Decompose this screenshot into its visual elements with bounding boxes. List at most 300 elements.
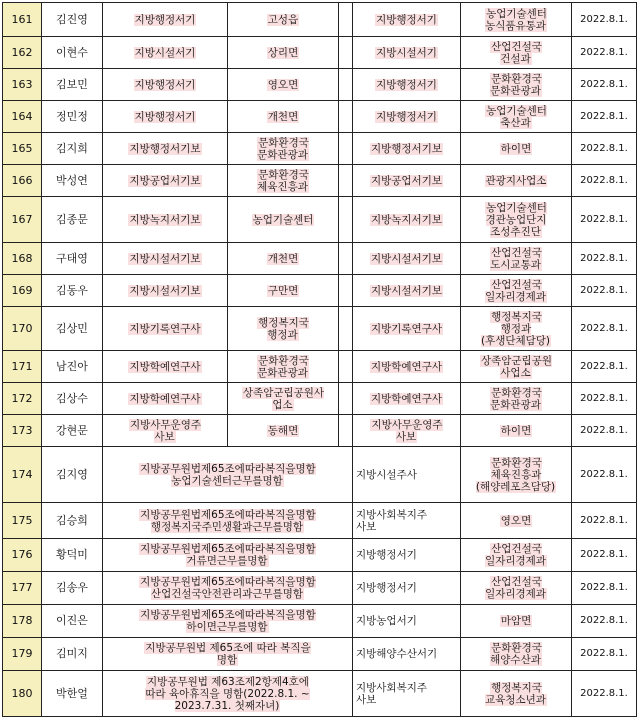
new-rank-cell xyxy=(353,197,461,243)
name-cell xyxy=(42,307,103,351)
name-cell-text: 김송우 xyxy=(56,581,88,594)
new-post-cell xyxy=(461,165,572,197)
personnel-table xyxy=(2,2,637,717)
name-cell xyxy=(42,351,103,383)
new-rank-cell xyxy=(353,351,461,383)
current-post-cell-text: 개천면 xyxy=(267,110,299,123)
new-rank-cell-text: 지방시설서기보 xyxy=(370,284,442,297)
new-post-cell-text: 영오면 xyxy=(500,514,532,527)
effective-date-cell-text: 2022.8.1. xyxy=(580,213,628,225)
current-rank-cell xyxy=(103,383,228,415)
spacer-cell xyxy=(339,3,353,37)
name-cell xyxy=(42,133,103,165)
name-cell xyxy=(42,3,103,37)
new-rank-cell-text: 지방시설서기보 xyxy=(370,252,442,265)
table-row xyxy=(3,671,637,717)
appointment-note-cell xyxy=(103,539,353,572)
row-number-cell-text: 173 xyxy=(11,423,33,437)
personnel-table-container xyxy=(2,2,636,717)
new-post-cell-text: 행정복지국 교육청소년과 xyxy=(485,681,546,706)
current-post-cell-text: 문화환경국 문화관광과 xyxy=(257,136,309,161)
new-post-cell-text: 농업기술센터 경관농업단지 조성추진단 xyxy=(485,201,547,238)
new-post-cell xyxy=(461,605,572,638)
current-post-cell xyxy=(228,383,339,415)
current-post-cell xyxy=(228,101,339,133)
name-cell-text: 김지희 xyxy=(56,141,88,155)
table-row xyxy=(3,101,637,133)
new-rank-cell-text: 지방학예연구사 xyxy=(370,360,442,373)
appointment-note-cell-text: 지방공무원법제65조에따라복직을명함 산업건설국안전관리과근무를명함 xyxy=(140,576,316,600)
table-row xyxy=(3,133,637,165)
new-rank-cell xyxy=(353,3,461,37)
appointment-note-cell xyxy=(103,503,353,539)
row-number-cell-text: 169 xyxy=(11,283,33,297)
current-rank-cell-text: 지방학예연구사 xyxy=(129,360,201,373)
spacer-cell xyxy=(339,307,353,351)
new-rank-cell-text: 지방농업서기 xyxy=(356,615,417,627)
effective-date-cell-text: 2022.8.1. xyxy=(580,360,628,372)
current-rank-cell xyxy=(103,275,228,307)
spacer-cell xyxy=(339,383,353,415)
row-number-cell-text: 176 xyxy=(11,548,33,561)
row-number-cell-text: 162 xyxy=(11,45,33,59)
name-cell-text: 남진아 xyxy=(56,359,88,373)
new-post-cell-text: 상족암군립공원 사업소 xyxy=(480,354,552,379)
current-rank-cell-text: 지방공업서기보 xyxy=(129,174,201,187)
current-rank-cell xyxy=(103,197,228,243)
effective-date-cell xyxy=(572,383,637,415)
current-rank-cell xyxy=(103,307,228,351)
row-number-cell-text: 165 xyxy=(11,141,33,155)
current-rank-cell xyxy=(103,37,228,69)
name-cell-text: 정민정 xyxy=(56,109,88,123)
row-number-cell-text: 175 xyxy=(11,513,33,527)
row-number-cell xyxy=(3,383,42,415)
current-post-cell-text: 상리면 xyxy=(267,46,299,59)
current-post-cell-text: 개천면 xyxy=(267,252,299,265)
new-rank-cell-text: 지방행정서기보 xyxy=(370,142,442,155)
table-row xyxy=(3,275,637,307)
new-rank-cell xyxy=(353,383,461,415)
effective-date-cell-text: 2022.8.1. xyxy=(580,549,628,560)
current-post-cell-text: 농업기술센터 xyxy=(252,213,314,226)
new-rank-cell-text: 지방해양수산서기 xyxy=(356,648,438,660)
row-number-cell-text: 177 xyxy=(11,581,33,594)
table-row xyxy=(3,572,637,605)
name-cell-text: 김상민 xyxy=(56,321,88,335)
new-post-cell xyxy=(461,447,572,503)
name-cell xyxy=(42,243,103,275)
new-post-cell-text: 산업건설국 일자리경제과 xyxy=(485,543,546,567)
row-number-cell xyxy=(3,539,42,572)
new-rank-cell xyxy=(353,243,461,275)
new-post-cell xyxy=(461,671,572,717)
effective-date-cell-text: 2022.8.1. xyxy=(580,252,628,264)
row-number-cell xyxy=(3,447,42,503)
effective-date-cell-text: 2022.8.1. xyxy=(580,142,628,154)
new-post-cell xyxy=(461,133,572,165)
current-rank-cell xyxy=(103,69,228,101)
appointment-note-cell xyxy=(103,671,353,717)
current-post-cell xyxy=(228,415,339,447)
table-row xyxy=(3,307,637,351)
current-post-cell-text: 영오면 xyxy=(267,78,299,91)
new-post-cell xyxy=(461,243,572,275)
row-number-cell xyxy=(3,351,42,383)
current-rank-cell-text: 지방시설서기보 xyxy=(129,252,201,265)
new-post-cell xyxy=(461,307,572,351)
row-number-cell xyxy=(3,415,42,447)
current-rank-cell xyxy=(103,351,228,383)
current-rank-cell xyxy=(103,243,228,275)
name-cell-text: 강현문 xyxy=(56,423,88,437)
current-post-cell xyxy=(228,275,339,307)
new-rank-cell-text: 지방녹지서기보 xyxy=(370,213,442,226)
new-rank-cell xyxy=(353,415,461,447)
row-number-cell xyxy=(3,3,42,37)
row-number-cell-text: 171 xyxy=(11,359,33,373)
new-post-cell-text: 마암면 xyxy=(500,615,532,627)
name-cell-text: 구태영 xyxy=(56,251,88,265)
effective-date-cell-text: 2022.8.1. xyxy=(580,322,628,334)
new-post-cell-text: 문화환경국 문화관광과 xyxy=(490,386,542,411)
new-rank-cell xyxy=(353,572,461,605)
new-post-cell-text: 산업건설국 일자리경제과 xyxy=(485,278,546,303)
effective-date-cell xyxy=(572,197,637,243)
new-post-cell xyxy=(461,275,572,307)
new-post-cell-text: 산업건설국 도시교통과 xyxy=(490,246,542,271)
new-post-cell xyxy=(461,503,572,539)
effective-date-cell xyxy=(572,503,637,539)
spacer-cell xyxy=(339,197,353,243)
row-number-cell-text: 167 xyxy=(11,212,33,226)
new-post-cell-text: 행정복지국 행정과 (후생단체담당) xyxy=(480,310,551,347)
current-rank-cell-text: 지방행정서기 xyxy=(134,78,196,91)
table-row xyxy=(3,165,637,197)
current-post-cell xyxy=(228,37,339,69)
new-rank-cell xyxy=(353,133,461,165)
new-rank-cell xyxy=(353,275,461,307)
new-rank-cell xyxy=(353,307,461,351)
name-cell xyxy=(42,415,103,447)
new-post-cell-text: 문화환경국 체육진흥과 (해양레포츠담당) xyxy=(475,456,556,493)
new-post-cell xyxy=(461,572,572,605)
new-post-cell-text: 하이면 xyxy=(500,142,532,155)
current-post-cell xyxy=(228,3,339,37)
row-number-cell xyxy=(3,101,42,133)
new-rank-cell-text: 지방사회복지주 사보 xyxy=(356,508,428,533)
new-post-cell xyxy=(461,539,572,572)
name-cell-text: 김지영 xyxy=(56,467,88,481)
new-rank-cell-text: 지방행정서기 xyxy=(376,13,437,26)
appointment-note-cell xyxy=(103,638,353,671)
new-post-cell xyxy=(461,69,572,101)
current-post-cell-text: 문화환경국 체육진흥과 xyxy=(257,168,309,193)
spacer-cell xyxy=(339,275,353,307)
new-rank-cell-text: 지방기록연구사 xyxy=(370,322,442,335)
appointment-note-cell-text: 지방공무원법 제63조제2항제4호에 따라 육아휴직을 명함(2022.8.1. ~ 2023.7.31. 첫째자녀) xyxy=(145,675,310,712)
current-rank-cell xyxy=(103,415,228,447)
new-post-cell-text: 산업건설국 일자리경제과 xyxy=(485,576,546,600)
spacer-cell xyxy=(339,69,353,101)
effective-date-cell xyxy=(572,638,637,671)
effective-date-cell-text: 2022.8.1. xyxy=(580,615,628,626)
effective-date-cell xyxy=(572,539,637,572)
spacer-cell xyxy=(339,415,353,447)
effective-date-cell xyxy=(572,37,637,69)
name-cell xyxy=(42,671,103,717)
new-rank-cell xyxy=(353,37,461,69)
table-row xyxy=(3,447,637,503)
effective-date-cell-text: 2022.8.1. xyxy=(580,174,628,186)
spacer-cell xyxy=(339,133,353,165)
new-rank-cell-text: 지방행정서기 xyxy=(356,582,417,594)
name-cell xyxy=(42,165,103,197)
current-rank-cell-text: 지방행정서기 xyxy=(134,110,196,123)
current-post-cell xyxy=(228,351,339,383)
effective-date-cell xyxy=(572,605,637,638)
effective-date-cell-text: 2022.8.1. xyxy=(580,284,628,296)
effective-date-cell-text: 2022.8.1. xyxy=(580,468,628,480)
effective-date-cell xyxy=(572,307,637,351)
current-post-cell-text: 고성읍 xyxy=(267,13,299,26)
name-cell xyxy=(42,605,103,638)
spacer-cell xyxy=(339,37,353,69)
row-number-cell-text: 164 xyxy=(11,109,33,123)
spacer-cell xyxy=(339,101,353,133)
name-cell xyxy=(42,572,103,605)
current-post-cell xyxy=(228,69,339,101)
new-rank-cell-text: 지방사무운영주 사보 xyxy=(371,418,443,443)
effective-date-cell xyxy=(572,133,637,165)
name-cell-text: 박한얼 xyxy=(56,686,88,700)
table-row xyxy=(3,539,637,572)
table-row xyxy=(3,351,637,383)
new-post-cell xyxy=(461,415,572,447)
effective-date-cell xyxy=(572,275,637,307)
row-number-cell xyxy=(3,165,42,197)
appointment-note-cell-text: 지방공무원법제65조에따라복직을명함 하이면근무를명함 xyxy=(140,609,316,633)
effective-date-cell-text: 2022.8.1. xyxy=(580,78,628,90)
new-rank-cell-text: 지방시설서기 xyxy=(376,46,437,59)
row-number-cell-text: 166 xyxy=(11,173,33,187)
row-number-cell-text: 168 xyxy=(11,251,33,265)
name-cell xyxy=(42,503,103,539)
new-post-cell-text: 문화환경국 문화관광과 xyxy=(490,72,542,97)
effective-date-cell xyxy=(572,415,637,447)
new-post-cell-text: 농업기술센터 축산과 xyxy=(486,104,547,129)
effective-date-cell xyxy=(572,101,637,133)
name-cell xyxy=(42,638,103,671)
row-number-cell xyxy=(3,605,42,638)
effective-date-cell-text: 2022.8.1. xyxy=(580,13,628,25)
current-post-cell xyxy=(228,165,339,197)
row-number-cell xyxy=(3,37,42,69)
row-number-cell xyxy=(3,503,42,539)
appointment-note-cell-text: 지방공무원법제65조에따라복직을명함 농업기술센터근무를명함 xyxy=(140,462,316,487)
appointment-note-cell xyxy=(103,572,353,605)
name-cell xyxy=(42,275,103,307)
name-cell-text: 박성연 xyxy=(56,173,88,187)
row-number-cell-text: 179 xyxy=(11,647,33,660)
name-cell-text: 이현수 xyxy=(56,45,88,59)
name-cell xyxy=(42,197,103,243)
current-rank-cell-text: 지방기록연구사 xyxy=(129,322,201,335)
new-rank-cell xyxy=(353,69,461,101)
new-post-cell xyxy=(461,383,572,415)
row-number-cell xyxy=(3,197,42,243)
current-post-cell-text: 상족암군립공원사 업소 xyxy=(242,386,325,411)
spacer-cell xyxy=(339,351,353,383)
current-rank-cell-text: 지방행정서기 xyxy=(134,13,196,26)
row-number-cell-text: 180 xyxy=(11,686,33,700)
name-cell-text: 김진영 xyxy=(56,12,88,26)
table-row xyxy=(3,37,637,69)
appointment-note-cell-text: 지방공무원법제65조에따라복직을명함 행정복지국주민생활과근무를명함 xyxy=(140,508,316,533)
table-row xyxy=(3,383,637,415)
current-rank-cell-text: 지방사무운영주 사보 xyxy=(129,418,201,443)
current-rank-cell xyxy=(103,165,228,197)
appointment-note-cell-text: 지방공무원법제65조에따라복직을명함 거류면근무를명함 xyxy=(140,543,316,567)
effective-date-cell xyxy=(572,572,637,605)
table-row xyxy=(3,3,637,37)
name-cell-text: 김종문 xyxy=(56,212,88,226)
new-post-cell-text: 문화환경국 해양수산과 xyxy=(490,642,542,666)
new-post-cell xyxy=(461,197,572,243)
effective-date-cell-text: 2022.8.1. xyxy=(580,687,628,699)
current-rank-cell xyxy=(103,101,228,133)
effective-date-cell-text: 2022.8.1. xyxy=(580,514,628,526)
spacer-cell xyxy=(339,243,353,275)
current-rank-cell-text: 지방행정서기보 xyxy=(129,142,201,155)
appointment-note-cell xyxy=(103,447,353,503)
effective-date-cell-text: 2022.8.1. xyxy=(580,582,628,593)
name-cell xyxy=(42,101,103,133)
appointment-note-cell xyxy=(103,605,353,638)
name-cell-text: 김동우 xyxy=(56,283,88,297)
new-post-cell xyxy=(461,3,572,37)
current-post-cell xyxy=(228,197,339,243)
appointment-note-cell-text: 지방공무원법 제65조에 따라 복직을 명함 xyxy=(145,642,311,666)
name-cell-text: 이진은 xyxy=(56,614,88,627)
new-post-cell-text: 하이면 xyxy=(500,424,532,437)
current-rank-cell xyxy=(103,133,228,165)
new-rank-cell-text: 지방공업서기보 xyxy=(370,174,442,187)
effective-date-cell-text: 2022.8.1. xyxy=(580,392,628,404)
row-number-cell xyxy=(3,638,42,671)
name-cell-text: 김승희 xyxy=(56,513,88,527)
table-row xyxy=(3,415,637,447)
row-number-cell xyxy=(3,69,42,101)
effective-date-cell xyxy=(572,165,637,197)
current-rank-cell-text: 지방녹지서기보 xyxy=(129,213,201,226)
name-cell xyxy=(42,539,103,572)
effective-date-cell xyxy=(572,447,637,503)
effective-date-cell-text: 2022.8.1. xyxy=(580,648,628,659)
row-number-cell xyxy=(3,133,42,165)
effective-date-cell xyxy=(572,69,637,101)
name-cell xyxy=(42,69,103,101)
table-row xyxy=(3,69,637,101)
new-rank-cell xyxy=(353,605,461,638)
row-number-cell xyxy=(3,275,42,307)
new-post-cell xyxy=(461,37,572,69)
row-number-cell-text: 174 xyxy=(11,467,33,481)
name-cell-text: 황덕미 xyxy=(56,548,88,561)
new-rank-cell-text: 지방행정서기 xyxy=(356,549,417,561)
name-cell-text: 김보민 xyxy=(56,77,88,91)
row-number-cell xyxy=(3,572,42,605)
new-rank-cell-text: 지방시설주사 xyxy=(356,468,417,481)
current-post-cell xyxy=(228,243,339,275)
row-number-cell-text: 161 xyxy=(11,12,33,26)
new-rank-cell xyxy=(353,638,461,671)
current-post-cell-text: 구만면 xyxy=(267,284,299,297)
row-number-cell xyxy=(3,671,42,717)
new-rank-cell xyxy=(353,503,461,539)
new-post-cell-text: 산업건설국 건설과 xyxy=(491,40,542,65)
table-row xyxy=(3,197,637,243)
name-cell xyxy=(42,37,103,69)
effective-date-cell xyxy=(572,3,637,37)
row-number-cell-text: 170 xyxy=(11,321,33,335)
table-row xyxy=(3,503,637,539)
name-cell-text: 김미지 xyxy=(56,647,88,660)
current-post-cell-text: 동해면 xyxy=(267,424,299,437)
row-number-cell-text: 172 xyxy=(11,391,33,405)
current-rank-cell-text: 지방시설서기보 xyxy=(129,284,201,297)
new-post-cell-text: 관광지사업소 xyxy=(485,174,547,187)
table-row xyxy=(3,243,637,275)
new-post-cell xyxy=(461,101,572,133)
new-rank-cell xyxy=(353,539,461,572)
name-cell-text: 김상수 xyxy=(56,391,88,405)
current-post-cell-text: 문화환경국 문화관광과 xyxy=(257,354,309,379)
effective-date-cell xyxy=(572,243,637,275)
name-cell xyxy=(42,383,103,415)
new-rank-cell xyxy=(353,671,461,717)
new-post-cell xyxy=(461,638,572,671)
new-rank-cell xyxy=(353,447,461,503)
current-rank-cell-text: 지방시설서기 xyxy=(134,46,196,59)
row-number-cell-text: 163 xyxy=(11,77,33,91)
new-rank-cell-text: 지방학예연구사 xyxy=(370,392,442,405)
row-number-cell xyxy=(3,307,42,351)
effective-date-cell-text: 2022.8.1. xyxy=(580,424,628,436)
effective-date-cell xyxy=(572,351,637,383)
new-rank-cell xyxy=(353,101,461,133)
row-number-cell-text: 178 xyxy=(11,614,33,627)
table-row xyxy=(3,605,637,638)
spacer-cell xyxy=(339,165,353,197)
new-rank-cell-text: 지방사회복지주 사보 xyxy=(356,681,428,706)
new-rank-cell xyxy=(353,165,461,197)
effective-date-cell xyxy=(572,671,637,717)
current-post-cell xyxy=(228,133,339,165)
current-rank-cell xyxy=(103,3,228,37)
row-number-cell xyxy=(3,243,42,275)
new-rank-cell-text: 지방행정서기 xyxy=(376,78,437,91)
current-post-cell xyxy=(228,307,339,351)
effective-date-cell-text: 2022.8.1. xyxy=(580,110,628,122)
current-rank-cell-text: 지방학예연구사 xyxy=(129,392,201,405)
current-post-cell-text: 행정복지국 행정과 xyxy=(258,316,309,341)
table-row xyxy=(3,638,637,671)
name-cell xyxy=(42,447,103,503)
effective-date-cell-text: 2022.8.1. xyxy=(580,46,628,58)
new-rank-cell-text: 지방행정서기 xyxy=(376,110,437,123)
new-post-cell-text: 농업기술센터 농식품유통과 xyxy=(485,7,547,32)
